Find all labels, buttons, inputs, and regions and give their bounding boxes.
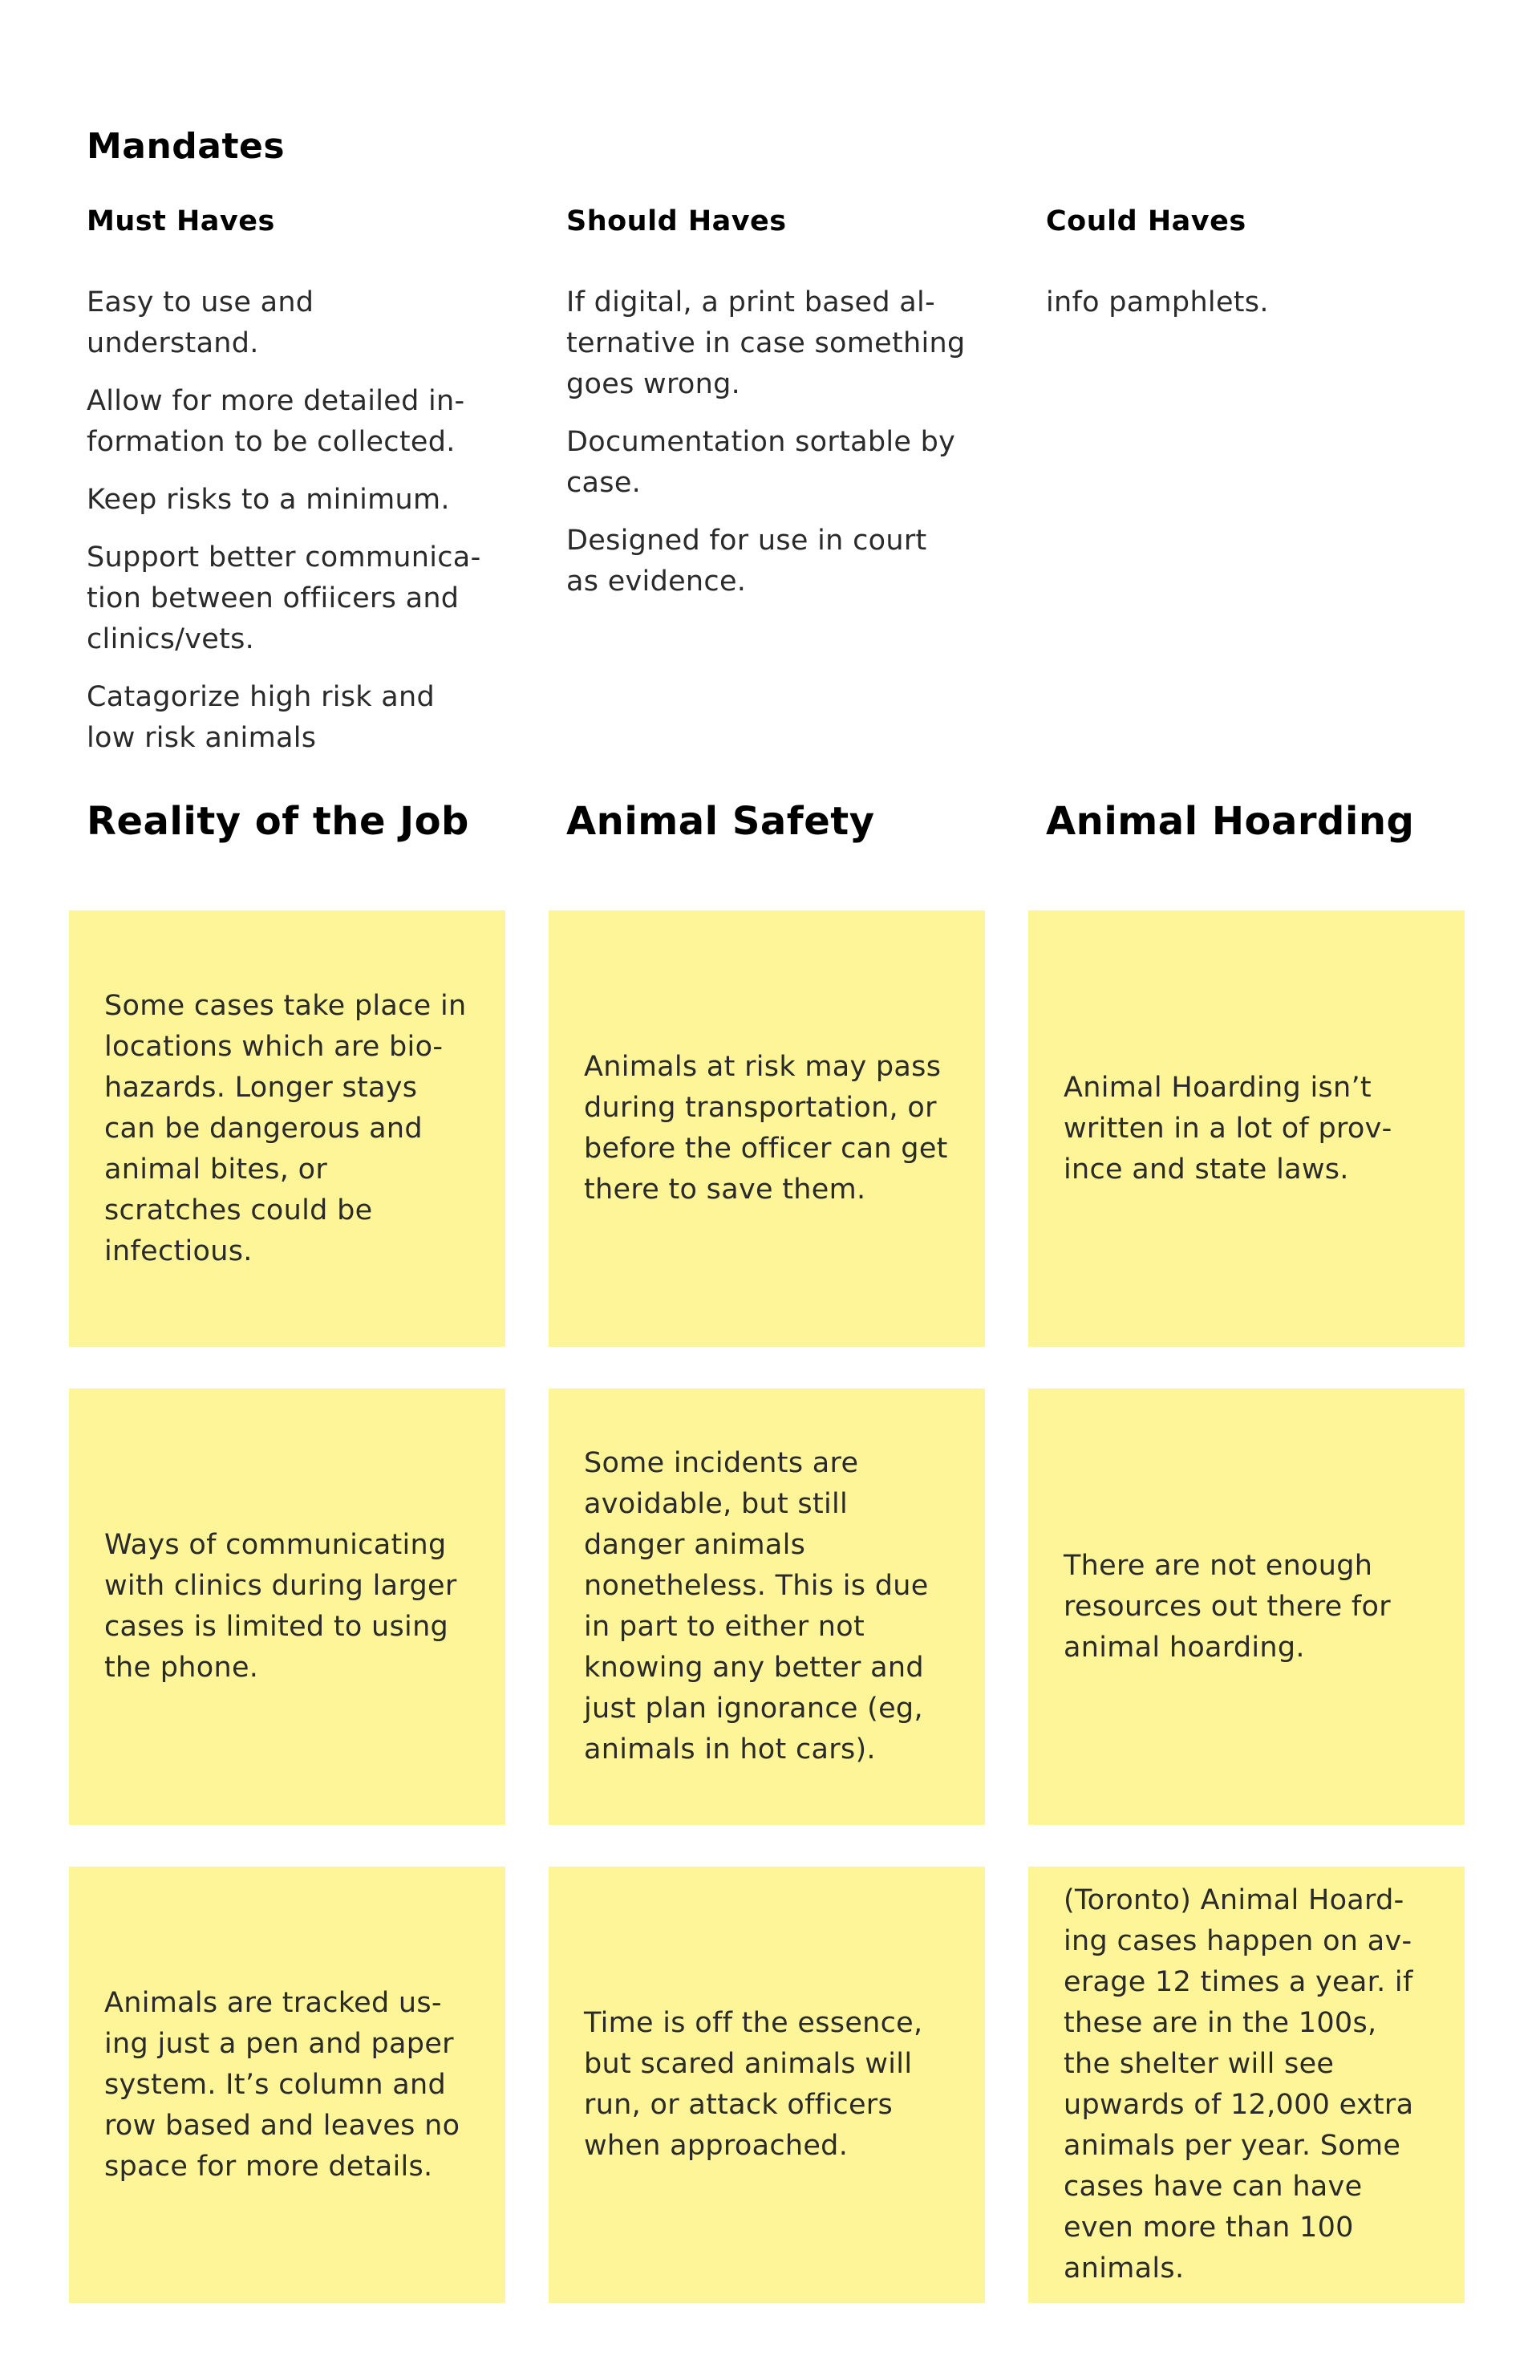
- must-have-item: Easy to use and understand.: [87, 286, 314, 359]
- sticky-note-reality-3: [69, 1867, 505, 2303]
- must-haves-column: [87, 201, 488, 776]
- sticky-note-text: (Toronto) Animal Hoarding cases happen on average 12 times a year. if these are in the 100s, the shelter will see upwards of 12,000 extra animals per year. Some cases have can have even more than 100 animals.: [1064, 1884, 1414, 2285]
- page-title: Mandates: [87, 126, 286, 168]
- could-have-item: info pamphlets.: [1046, 286, 1269, 318]
- sticky-note-safety-3: [549, 1867, 985, 2303]
- sticky-note-reality-1: [69, 910, 505, 1347]
- should-haves-column: [566, 201, 967, 619]
- sticky-note-hoarding-3: [1028, 1867, 1465, 2303]
- sticky-note-safety-1: [549, 910, 985, 1347]
- should-haves-heading: Should Haves: [566, 205, 787, 237]
- sticky-note-text: Time is off the essence, but scared animals will run, or attack officers when approached.: [584, 2007, 923, 2162]
- should-have-item: If digital, a print based alternative in case something goes wrong.: [566, 286, 966, 400]
- section-title-reality-of-the-job: Reality of the Job: [87, 799, 469, 844]
- could-haves-heading: Could Haves: [1046, 205, 1246, 237]
- must-have-item: Support better communication between offiicers and clinics/vets.: [87, 541, 481, 655]
- must-have-item: Catagorize high risk and low risk animals: [87, 681, 436, 754]
- sticky-note-text: Some cases take place in locations which are biohazards. Longer stays can be dangerous and animal bites, or scratches could be infectious.: [104, 989, 467, 1267]
- sticky-note-text: Animals at risk may pass during transportation, or before the officer can get there to save them.: [584, 1051, 948, 1206]
- section-title-animal-safety: Animal Safety: [566, 799, 875, 844]
- sticky-note-reality-2: [69, 1389, 505, 1825]
- sticky-note-text: Some incidents are avoidable, but still danger animals nonetheless. This is due in part to either not knowing any better and just plan ignorance (eg, animals in hot cars).: [584, 1447, 929, 1766]
- sticky-note-hoarding-2: [1028, 1389, 1465, 1825]
- must-have-item: Keep risks to a minimum.: [87, 484, 450, 516]
- sticky-note-text: Animal Hoarding isn’t written in a lot of province and state laws.: [1064, 1071, 1392, 1186]
- must-haves-heading: Must Haves: [87, 205, 275, 237]
- sticky-note-text: Ways of communicating with clinics during larger cases is limited to using the phone.: [104, 1529, 457, 1684]
- should-have-item: Documentation sortable by case.: [566, 426, 956, 499]
- should-have-item: Designed for use in court as evidence.: [566, 525, 927, 598]
- could-haves-column: [1046, 201, 1447, 340]
- sticky-note-text: Animals are tracked using just a pen and paper system. It’s column and row based and leaves no space for more details.: [104, 1986, 460, 2183]
- must-have-item: Allow for more detailed information to be collected.: [87, 385, 465, 458]
- section-title-animal-hoarding: Animal Hoarding: [1046, 799, 1415, 844]
- sticky-note-text: There are not enough resources out there for animal hoarding.: [1064, 1549, 1391, 1664]
- sticky-note-safety-2: [549, 1389, 985, 1825]
- sticky-note-hoarding-1: [1028, 910, 1465, 1347]
